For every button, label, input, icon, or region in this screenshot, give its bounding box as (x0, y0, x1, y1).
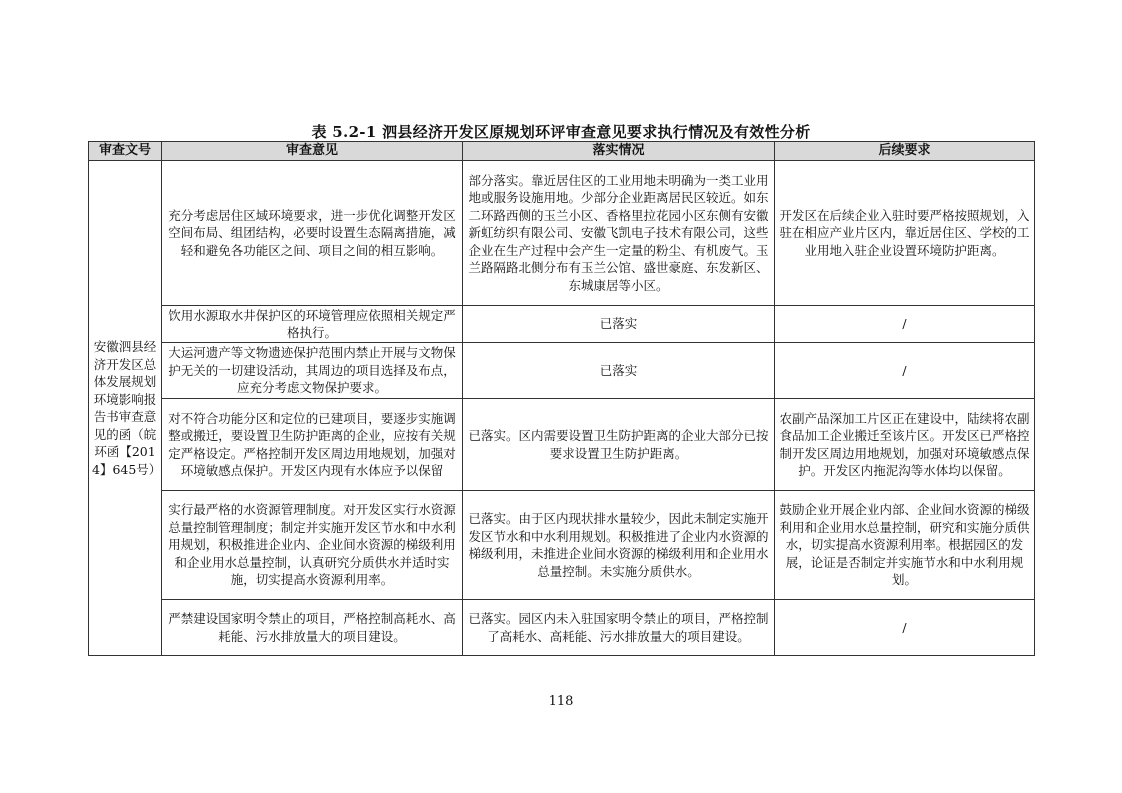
table-row (89, 399, 1035, 491)
table-row (89, 161, 1035, 306)
opinion-cell: 饮用水源取水井保护区的环境管理应依照相关规定严格执行。 (162, 306, 463, 343)
header-implementation-status: 落实情况 (463, 142, 775, 161)
doc-number-cell: 安徽泗县经济开发区总体发展规划环境影响报告书审查意见的函（皖环函【2014】645号） (89, 161, 162, 656)
follow-up-cell: 鼓励企业开展企业内部、企业间水资源的梯级利用和企业用水总量控制，研究和实施分质供水，切实提高水资源利用率。根据园区的发展，论证是否制定并实施节水和中水利用规划。 (775, 491, 1035, 600)
table-row (89, 343, 1035, 399)
table-row (89, 306, 1035, 343)
opinion-cell: 对不符合功能分区和定位的已建项目，要逐步实施调整或搬迁，要设置卫生防护距离的企业，应按有关规定严格设定。严格控制开发区周边用地规划，加强对环境敏感点保护。开发区内现有水体应予以保留 (162, 399, 463, 491)
header-doc-number: 审查文号 (89, 142, 162, 161)
follow-up-cell: 开发区在后续企业入驻时要严格按照规划，入驻在相应产业片区内，靠近居住区、学校的工业用地入驻企业设置环境防护距离。 (775, 161, 1035, 306)
follow-up-cell: 农副产品深加工片区正在建设中，陆续将农副食品加工企业搬迁至该片区。开发区已严格控制开发区周边用地规划，加强对环境敏感点保护。开发区内拖泥沟等水体均以保留。 (775, 399, 1035, 491)
status-cell: 部分落实。靠近居住区的工业用地未明确为一类工业用地或服务设施用地。少部分企业距离居民区较近。如东二环路西侧的玉兰小区、香格里拉花园小区东侧有安徽新虹纺织有限公司、安徽飞凯电子技术有限公司，这些企业在生产过程中会产生一定量的粉尘、有机废气。玉兰路隔路北侧分布有玉兰公馆、盛世豪庭、东发新区、东城康居等小区。 (463, 161, 775, 306)
follow-up-cell: / (775, 343, 1035, 399)
table-row (89, 491, 1035, 600)
table-header-row (89, 142, 1035, 161)
status-cell: 已落实 (463, 343, 775, 399)
opinion-cell: 实行最严格的水资源管理制度。对开发区实行水资源总量控制管理制度；制定并实施开发区节水和中水利用规划，积极推进企业内、企业间水资源的梯级利用和企业用水总量控制，认真研究分质供水并适时实施，切实提高水资源利用率。 (162, 491, 463, 600)
header-follow-up-requirement: 后续要求 (775, 142, 1035, 161)
follow-up-cell: / (775, 306, 1035, 343)
status-cell: 已落实。园区内未入驻国家明令禁止的项目，严格控制了高耗水、高耗能、污水排放量大的项目建设。 (463, 600, 775, 656)
header-review-opinion: 审查意见 (162, 142, 463, 161)
opinion-cell: 大运河遗产等文物遗迹保护范围内禁止开展与文物保护无关的一切建设活动，其周边的项目选择及布点，应充分考虑文物保护要求。 (162, 343, 463, 399)
status-cell: 已落实。由于区内现状排水量较少，因此未制定实施开发区节水和中水利用规划。积极推进了企业内水资源的梯级利用，未推进企业间水资源的梯级利用和企业用水总量控制。未实施分质供水。 (463, 491, 775, 600)
status-cell: 已落实 (463, 306, 775, 343)
opinion-cell: 严禁建设国家明令禁止的项目，严格控制高耗水、高耗能、污水排放量大的项目建设。 (162, 600, 463, 656)
page-number: 118 (548, 694, 574, 709)
status-cell: 已落实。区内需要设置卫生防护距离的企业大部分已按要求设置卫生防护距离。 (463, 399, 775, 491)
table-title: 表 5.2-1 泗县经济开发区原规划环评审查意见要求执行情况及有效性分析 (311, 123, 811, 141)
follow-up-cell: / (775, 600, 1035, 656)
opinion-cell: 充分考虑居住区域环境要求，进一步优化调整开发区空间布局、组团结构，必要时设置生态隔离措施，减轻和避免各功能区之间、项目之间的相互影响。 (162, 161, 463, 306)
table-row (89, 600, 1035, 656)
review-table (88, 141, 1035, 656)
